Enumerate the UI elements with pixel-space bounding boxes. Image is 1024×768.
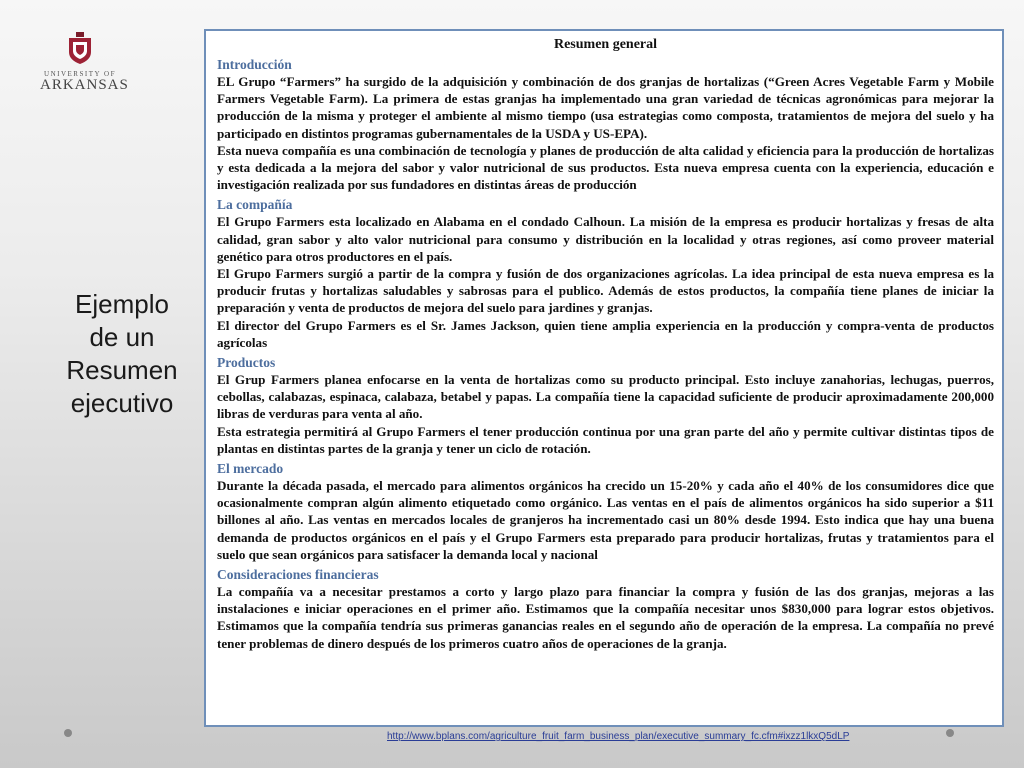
slide-title-line: de un bbox=[89, 322, 155, 352]
logo-line-university: UNIVERSITY OF bbox=[44, 70, 116, 78]
document-title: Resumen general bbox=[553, 37, 658, 52]
slide-title bbox=[42, 288, 202, 420]
executive-summary-document bbox=[204, 29, 1004, 727]
section-paragraph: Durante la década pasada, el mercado para alimentos orgánicos ha crecido un 15-20% y cada año el 40% de los consumidores dice que ocasionalmente compran algún alimento etiquetado como orgánico. Las ventas en el país de alimentos orgánicos ha sido superior a $11 billones al año. Las ventas en mercados locales de granjeros ha incrementado casi un 80% desde 1994. Esto indica que hay una buena demanda de productos orgánicos en el país y el Grupo Farmers esta preparado para producir hortalizas, frutas y tratamientos para el suelo que sean orgánicos para satisfacer la demanda local y nacional bbox=[217, 478, 994, 562]
source-link[interactable]: http://www.bplans.com/agriculture_fruit_farm_business_plan/executive_summary_fc.cfm#ixzz1lkxQ5dLP bbox=[387, 731, 850, 742]
crest-icon bbox=[67, 32, 93, 64]
logo-line-arkansas: ARKANSAS bbox=[40, 77, 129, 93]
section-paragraph: El Grupo Farmers surgió a partir de la compra y fusión de dos organizaciones agrícolas. La idea principal de esta nueva empresa es la producir frutas y hortalizas saludables y sabrosas para el publico. Además de estos productos, la compañía tiene planes de iniciar la preparación y venta de productos de mejora del suelo para jardines y granjas. bbox=[217, 266, 994, 316]
section-paragraph: El Grup Farmers planea enfocarse en la venta de hortalizas como su producto principal. Esto incluye zanahorias, lechugas, puerros, cebollas, calabazas, espinaca, calabaza, betabel y papas. La compañía tiene la capacidad suficiente de producir aproximadamente 200,000 libras de verduras para venta al año. bbox=[217, 372, 994, 422]
section-heading-productos: Productos bbox=[217, 355, 276, 371]
section-paragraph: El Grupo Farmers esta localizado en Alabama en el condado Calhoun. La misión de la empresa es producir hortalizas y fresas de alta calidad, gran sabor y alto valor nutricional para consumo y distribución en la localidad y otras regiones, así como proveer material genético para otros productores en el país. bbox=[217, 214, 994, 264]
section-heading-introduccion: Introducción bbox=[217, 57, 292, 72]
section-heading-el-mercado: El mercado bbox=[217, 461, 284, 477]
slide-title-line: ejecutivo bbox=[70, 388, 174, 418]
slide-title-line: Resumen bbox=[66, 355, 178, 385]
section-paragraph: EL Grupo “Farmers” ha surgido de la adquisición y combinación de dos granjas de hortalizas (“Green Acres Vegetable Farm y Mobile Farmers Vegetable Farm). La primera de estas granjas ha implementado una gran variedad de técnicas agronómicas para mejorar la producción de la misma y proteger el ambiente al mismo tiempo (usa estrategias como composta, tratamientos de mejora del suelo y ha participado en distintos programas gubernamentales de la USDA y US-EPA). bbox=[217, 74, 994, 141]
section-heading-consideraciones-financieras: Consideraciones financieras bbox=[217, 567, 379, 583]
bullet-dot-icon bbox=[64, 729, 72, 737]
university-logo bbox=[40, 32, 129, 93]
bullet-dot-icon bbox=[946, 729, 954, 737]
section-heading-la-compania: La compañía bbox=[217, 197, 293, 213]
section-paragraph: Esta estrategia permitirá al Grupo Farmers el tener producción continua por una gran parte del año y permite cultivar distintas tipos de plantas en distintas partes de la granja y tener un ciclo de rotación. bbox=[217, 423, 994, 456]
slide-title-line: Ejemplo bbox=[75, 289, 169, 319]
section-paragraph: La compañía va a necesitar prestamos a corto y largo plazo para financiar la compra y fusión de las dos granjas, mejoras a las instalaciones e iniciar operaciones en el primer año. Estimamos que la compañía necesitar unos $830,000 para lograr estos objetivos. Estimamos que la compañía tendría sus primeras ganancias reales en el segundo año de operación de la empresa. La compañía no prevé tener problemas de dinero después de los primeros cuatro años de operaciones de la granja. bbox=[217, 584, 994, 651]
section-paragraph: El director del Grupo Farmers es el Sr. James Jackson, quien tiene amplia experiencia en la producción y compra-venta de productos agrícolas bbox=[217, 317, 994, 350]
section-paragraph: Esta nueva compañía es una combinación de tecnología y planes de producción de alta calidad y eficiencia para la producción de hortalizas y esta dedicada a la mejora del sabor y valor nutricional de sus productos. Esta nueva empresa cuenta con la experiencia, educación e investigación realizada por sus fundadores en distintas áreas de producción bbox=[217, 142, 994, 193]
